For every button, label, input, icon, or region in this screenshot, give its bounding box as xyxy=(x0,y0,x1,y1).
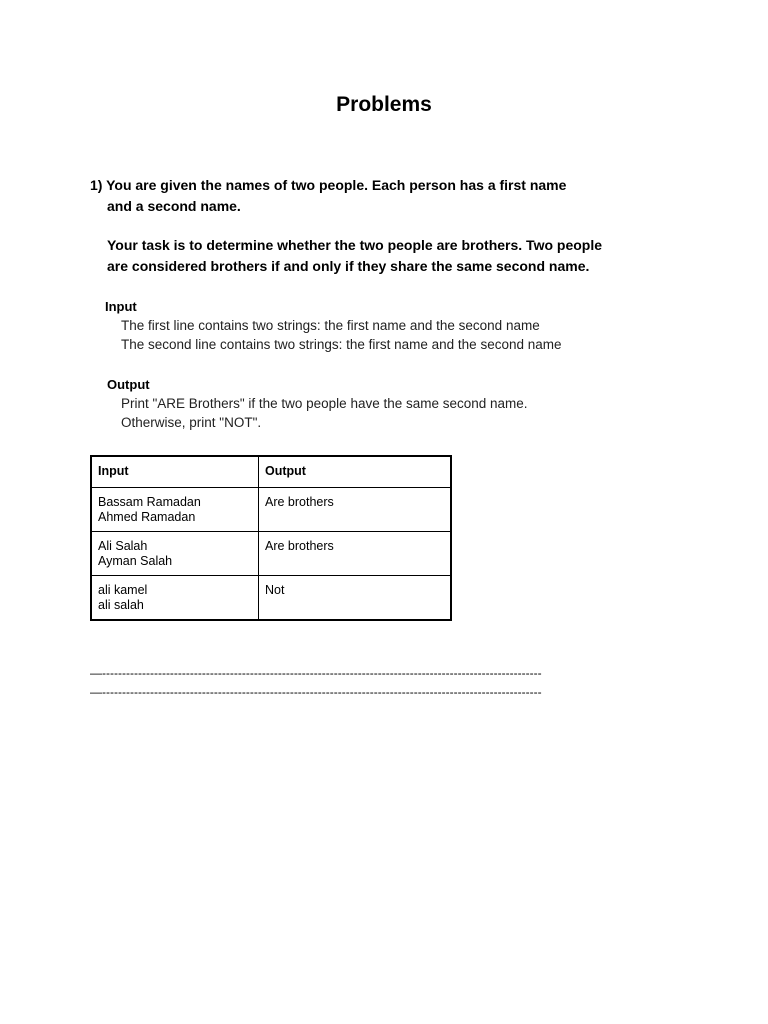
page-title: Problems xyxy=(336,93,432,116)
table-cell-input xyxy=(91,488,259,532)
input-label: Input xyxy=(105,299,137,314)
input-line: The first line contains two strings: the first name and the second name xyxy=(121,318,540,333)
task-line1: Your task is to determine whether the two people are brothers. Two people xyxy=(107,237,603,253)
table-cell-input xyxy=(91,532,259,576)
table-cell-output: Are brothers xyxy=(259,488,452,532)
problem-heading xyxy=(90,175,650,217)
table-header-row xyxy=(91,456,451,488)
output-label: Output xyxy=(107,377,150,392)
input-value: ali kamel xyxy=(98,583,148,597)
output-line: Print "ARE Brothers" if the two people have the same second name. xyxy=(121,396,528,411)
input-line: The second line contains two strings: the first name and the second name xyxy=(121,337,562,352)
problem-task xyxy=(107,235,667,277)
input-value: Ali Salah xyxy=(98,539,148,553)
table-row xyxy=(91,488,451,532)
table-row xyxy=(91,532,451,576)
table-cell-output: Not xyxy=(259,576,452,621)
input-value: Ahmed Ramadan xyxy=(98,510,196,524)
problem-heading-line2: and a second name. xyxy=(107,198,241,214)
input-value: Ayman Salah xyxy=(98,554,173,568)
problem-heading-line1: You are given the names of two people. Each person has a first name xyxy=(106,177,567,193)
table-header-input: Input xyxy=(91,456,259,488)
table-header-output: Output xyxy=(259,456,452,488)
table-cell-output: Are brothers xyxy=(259,532,452,576)
output-description xyxy=(121,394,528,432)
problem-number: 1) xyxy=(90,177,103,193)
input-value: ali salah xyxy=(98,598,144,612)
separator-line: —-------------------------------------------------------------------------------------------------------------- xyxy=(90,666,542,680)
task-line2: are considered brothers if and only if they share the same second name. xyxy=(107,258,590,274)
output-line: Otherwise, print "NOT". xyxy=(121,415,262,430)
separator-line: —-------------------------------------------------------------------------------------------------------------- xyxy=(90,685,542,699)
input-value: Bassam Ramadan xyxy=(98,495,201,509)
table-cell-input xyxy=(91,576,259,621)
input-description xyxy=(121,316,562,354)
table-row xyxy=(91,576,451,621)
examples-table xyxy=(90,455,452,621)
